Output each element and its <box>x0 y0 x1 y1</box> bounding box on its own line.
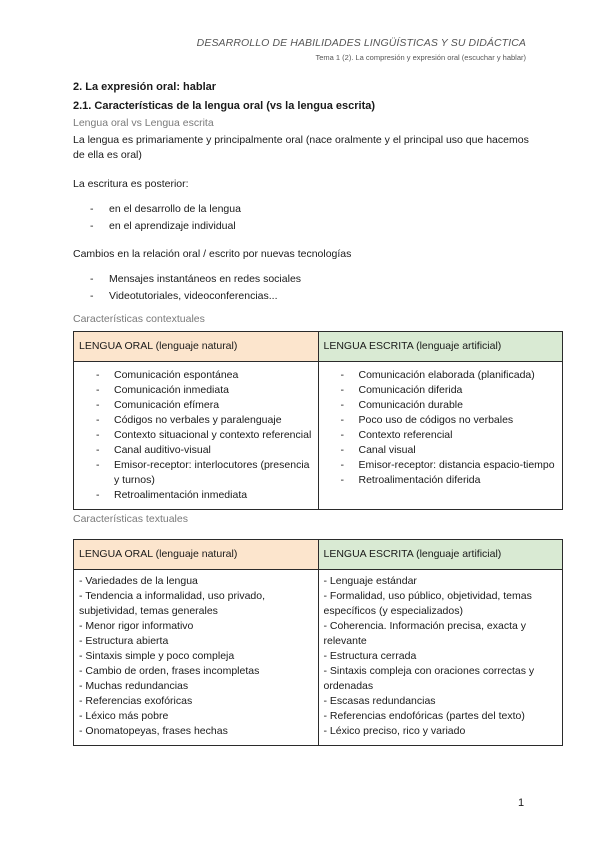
list-item: - Canal auditivo-visual <box>92 443 312 458</box>
page-number: 1 <box>518 797 525 809</box>
list-item: - Referencias exofóricas <box>79 695 193 707</box>
list-item: - Estructura cerrada <box>323 650 417 662</box>
list-item: - Comunicación espontánea <box>92 368 312 383</box>
textual-table <box>73 539 563 746</box>
list-item: - Formalidad, uso público, objetividad, temas específicos (y especializados) <box>323 590 532 617</box>
paragraph-cambios: Cambios en la relación oral / escrito por nuevas tecnologías <box>73 248 352 260</box>
minor-heading: Lengua oral vs Lengua escrita <box>73 117 214 129</box>
list-item: - Mensajes instantáneos en redes sociales <box>90 272 533 287</box>
list-item: - Comunicación elaborada (planificada) <box>337 368 557 383</box>
header-title: DESARROLLO DE HABILIDADES LINGÜÍSTICAS Y SU DIDÁCTICA <box>196 37 526 49</box>
paragraph-escritura: La escritura es posterior: <box>73 178 189 190</box>
list-item: - Léxico más pobre <box>79 710 169 722</box>
list-item: - en el aprendizaje individual <box>90 219 533 234</box>
table2-header-oral: LENGUA ORAL (lenguaje natural) <box>74 540 319 570</box>
list-item: - en el desarrollo de la lengua <box>90 202 533 217</box>
subsection-heading: 2.1. Características de la lengua oral (vs la lengua escrita) <box>73 100 376 112</box>
list-item: - Comunicación durable <box>337 398 557 413</box>
list-item: - Contexto situacional y contexto referencial <box>92 428 312 443</box>
list-item: - Menor rigor informativo <box>79 620 194 632</box>
table1-header-escrita: LENGUA ESCRITA (lenguaje artificial) <box>318 332 563 362</box>
list-item: - Cambio de orden, frases incompletas <box>79 665 260 677</box>
list-escritura <box>90 202 533 234</box>
section-heading: 2. La expresión oral: hablar <box>73 81 217 93</box>
list-item: - Coherencia. Información precisa, exacta y relevante <box>323 620 527 647</box>
list-item: - Muchas redundancias <box>79 680 189 692</box>
list-item: - Canal visual <box>337 443 557 458</box>
paragraph-intro: La lengua es primariamente y principalmente oral (nace oralmente y el principal uso que hacemos de ella es oral) <box>73 134 529 161</box>
table2-cell-oral <box>74 570 319 746</box>
list-cambios <box>90 272 533 304</box>
contextual-table <box>73 331 563 510</box>
header-subtitle: Tema 1 (2). La compresión y expresión oral (escuchar y hablar) <box>315 53 526 62</box>
table1-cell-oral <box>74 362 319 510</box>
table1-caption: Características contextuales <box>73 313 205 325</box>
list-item: - Referencias endofóricas (partes del texto) <box>323 710 525 722</box>
list-item: - Onomatopeyas, frases hechas <box>79 725 228 737</box>
list-item: - Sintaxis compleja con oraciones correctas y ordenadas <box>323 665 535 692</box>
table2-cell-escrita <box>318 570 563 746</box>
list-item: - Contexto referencial <box>337 428 557 443</box>
list-item: - Escasas redundancias <box>323 695 436 707</box>
list-item: - Sintaxis simple y poco compleja <box>79 650 235 662</box>
list-item: - Poco uso de códigos no verbales <box>337 413 557 428</box>
list-item: - Videotutoriales, videoconferencias... <box>90 289 533 304</box>
list-item: - Emisor-receptor: distancia espacio-tiempo <box>337 458 557 473</box>
table1-cell-escrita <box>318 362 563 510</box>
list-item: - Retroalimentación diferida <box>337 473 557 488</box>
list-item: - Tendencia a informalidad, uso privado, subjetividad, temas generales <box>79 590 266 617</box>
list-item: - Comunicación efímera <box>92 398 312 413</box>
list-item: - Comunicación inmediata <box>92 383 312 398</box>
list-item: - Lenguaje estándar <box>323 575 417 587</box>
list-item: - Códigos no verbales y paralenguaje <box>92 413 312 428</box>
table1-header-oral: LENGUA ORAL (lenguaje natural) <box>74 332 319 362</box>
page-content <box>73 80 555 746</box>
list-item: - Comunicación diferida <box>337 383 557 398</box>
list-item: - Estructura abierta <box>79 635 169 647</box>
list-item: - Retroalimentación inmediata <box>92 488 312 503</box>
table2-caption: Características textuales <box>73 513 188 525</box>
table2-header-escrita: LENGUA ESCRITA (lenguaje artificial) <box>318 540 563 570</box>
list-item: - Variedades de la lengua <box>79 575 198 587</box>
list-item: - Emisor-receptor: interlocutores (presencia y turnos) <box>92 458 312 488</box>
list-item: - Léxico preciso, rico y variado <box>323 725 466 737</box>
